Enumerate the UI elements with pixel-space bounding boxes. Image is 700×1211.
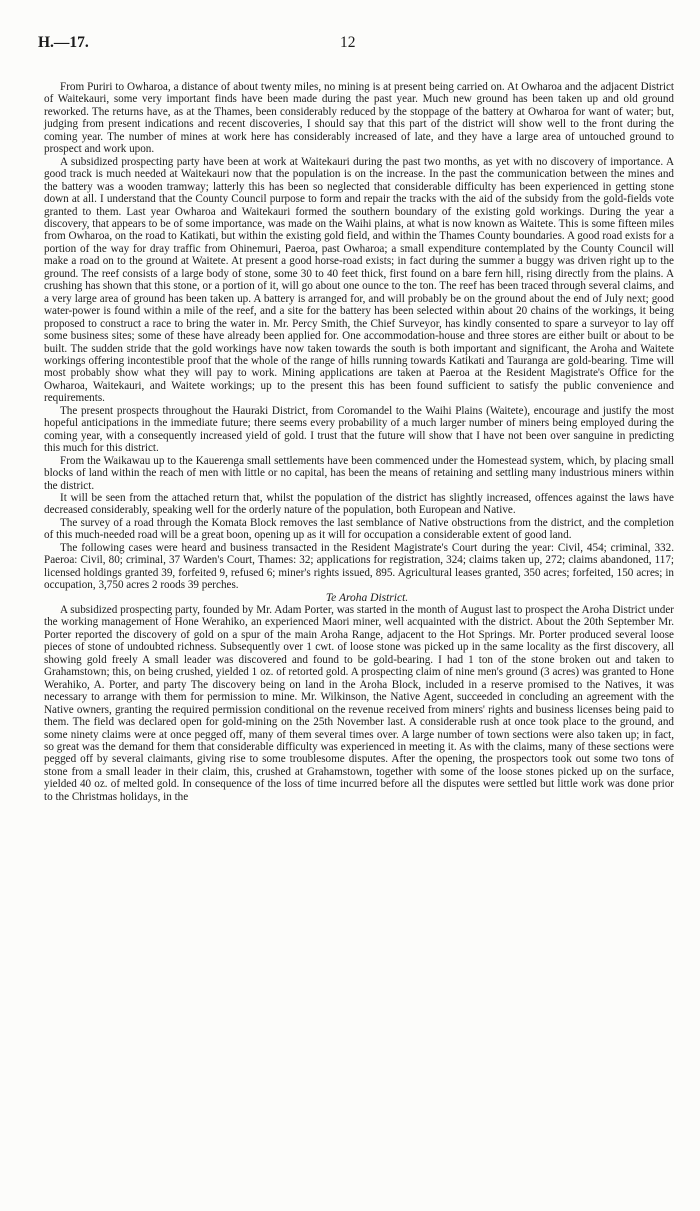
paragraph-court-business: The following cases were heard and business transacted in the Resident Magistrate's Court during the year: Civil, 454; criminal, 332. Paeroa: Civil, 80; criminal, 37 Warden's Court, Thames: 32; applications for registration, 324; claims taken up, 272; claims abandoned, 117; licensed holdings granted 39, forfeited 9, refused 6; miner's rights issued, 895. Agricultural leases granted, 350 acres; forfeited, 150 acres; in occupation, 3,750 acres 2 roods 39 perches. <box>44 541 674 592</box>
document-reference: H.—17. <box>38 34 89 51</box>
paragraph-komata-road: The survey of a road through the Komata Block removes the last semblance of Native obstructions from the district, and the completion of this much-needed road will be a great boon, opening up as it will for occupation a considerable extent of good land. <box>44 516 674 542</box>
paragraph-waitekauri-prospecting: A subsidized prospecting party have been at work at Waitekauri during the past two months, as yet with no discovery of importance. A good track is much needed at Waitekauri now that the population is on the increase. In the past the communication between the mines and the battery was a wooden tramway; latterly this has been so neglected that considerable difficulty has been experienced in getting stone down at all. I understand that the County Council purpose to form and repair the tracks with the aid of the subsidy from the gold-fields vote granted to them. Last year Owharoa and Waitekauri formed the southern boundary of the existing gold workings. During the year a discovery, that appears to be of some importance, was made on the Waihi plains, at what is now known as Waitete. This is some fifteen miles from Owharoa, on the road to Katikati, but within the existing gold field, and within the Thames County boundaries. A good road exists for a portion of the way for dray traffic from Ohinemuri, Paeroa, past Owharoa; a small expenditure contemplated by the County Council will make a road on to the ground at Waitete. At present a good horse-road exists; in fact during the summer a buggy was driven right up to the ground. The reef consists of a large body of stone, some 30 to 40 feet thick, first found on a bare fern hill, rising directly from the plains. A crushing has shown that this stone, or a portion of it, will go about one ounce to the ton. The reef has been traced through several claims, and a very large area of ground has been taken up. A battery is arranged for, and will probably be on the ground about the end of July next; good water-power is found within a mile of the reef, and a site for the battery has been selected within about 20 chains of the workings, it being proposed to construct a race to bring the water in. Mr. Percy Smith, the Chief Surveyor, has kindly consented to spare a surveyor to lay off some business sites; some of these have already been applied for. One accommodation-house and three stores are either built or about to be built. The sudden stride that the gold workings have now taken towards the south is both important and significant, the Aroha and Waitete workings offering incontestible proof that the whole of the range of hills running towards Katikati and Tauranga are gold-bearing. Time will most probably show what they will pay to work. Mining applications are taken at Paeroa at the Resident Magistrate's Office for the Owharoa, Waitekauri, and Waitete workings; up to the present this has been found sufficient to satisfy the public convenience and requirements. <box>44 155 674 405</box>
section-heading-te-aroha: Te Aroha District. <box>325 591 409 604</box>
paragraph-owharoa: From Puriri to Owharoa, a distance of about twenty miles, no mining is at present being carried on. At Owharoa and the adjacent District of Waitekauri, some very important finds have been made during the past year. Much new ground has been taken up and old ground reworked. The returns have, as at the Thames, been considerably reduced by the stoppage of the battery at Owharoa for want of water; but, judging from present indications and recent discoveries, I should say that this part of the district will show well to the front during the coming year. The number of mines at work here has considerably increased of late, and they have a large area of untouched ground to prospect and work upon. <box>44 81 674 156</box>
paragraph-te-aroha-prospecting: A subsidized prospecting party, founded by Mr. Adam Porter, was started in the month of August last to prospect the Aroha District under the working management of Hone Werahiko, an experienced Maori miner, well acquainted with the district. About the 20th September Mr. Porter reported the discovery of gold on a spur of the main Aroha Range, adjacent to the Hot Springs. Mr. Porter produced several loose pieces of stone of undoubted richness. Subsequently over 1 cwt. of loose stone was picked up in the same locality as the first discovery, all showing gold freely A small leader was discovered and found to be gold-bearing. I had 1 ton of the stone broken out and taken to Grahamstown; this, on being crushed, yielded 1 oz. of retorted gold. A prospecting claim of nine men's ground (3 acres) was granted to Hone Werahiko, A. Porter, and party The discovery being on land in the Aroha Block, included in a reserve promised to the Natives, it was necessary to arrange with them for permission to mine. Mr. Wilkinson, the Native Agent, succeeded in concluding an agreement with the Native owners, granting the required permission conditional on the revenue received from miners' rights and business licenses being paid to them. The field was declared open for gold-mining on the 25th November last. A considerable rush at once took place to the ground, and some ninety claims were at once pegged off, many of them several times over. A large number of town sections were also taken up; in fact, so great was the demand for them that considerable difficulty was experienced in meeting it. As with the claims, many of these sections were pegged off by several claimants, giving rise to some troublesome disputes. After the opening, the prospectors took out some two tons of stone from a small leader in their claim, this, crushed at Grahamstown, together with some of the loose stones picked up on the surface, yielded 40 oz. of melted gold. In consequence of the loss of time incurred before all the disputes were settled but little work was done prior to the Christmas holidays, in the <box>44 604 674 803</box>
body-text <box>44 81 674 803</box>
page-header <box>38 34 672 60</box>
paragraph-population-offences: It will be seen from the attached return that, whilst the population of the district has slightly increased, offences against the laws have decreased considerably, speaking well for the orderly nature of the population, both European and Native. <box>44 491 674 517</box>
page-number: 12 <box>340 34 356 51</box>
paragraph-hauraki-prospects: The present prospects throughout the Hauraki District, from Coromandel to the Waihi Plains (Waitete), encourage and justify the most hopeful anticipations in the immediate future; there seems every probability of a much larger number of miners being employed during the coming year, with a consequently increased yield of gold. I trust that the future will show that I have not been over sanguine in predicting this much for this district. <box>44 404 674 455</box>
paragraph-homestead-settlements: From the Waikawau up to the Kauerenga small settlements have been commenced under the Homestead system, which, by placing small blocks of land within the reach of men with little or no capital, has been the means of retaining and settling many industrious miners within the district. <box>44 454 674 492</box>
